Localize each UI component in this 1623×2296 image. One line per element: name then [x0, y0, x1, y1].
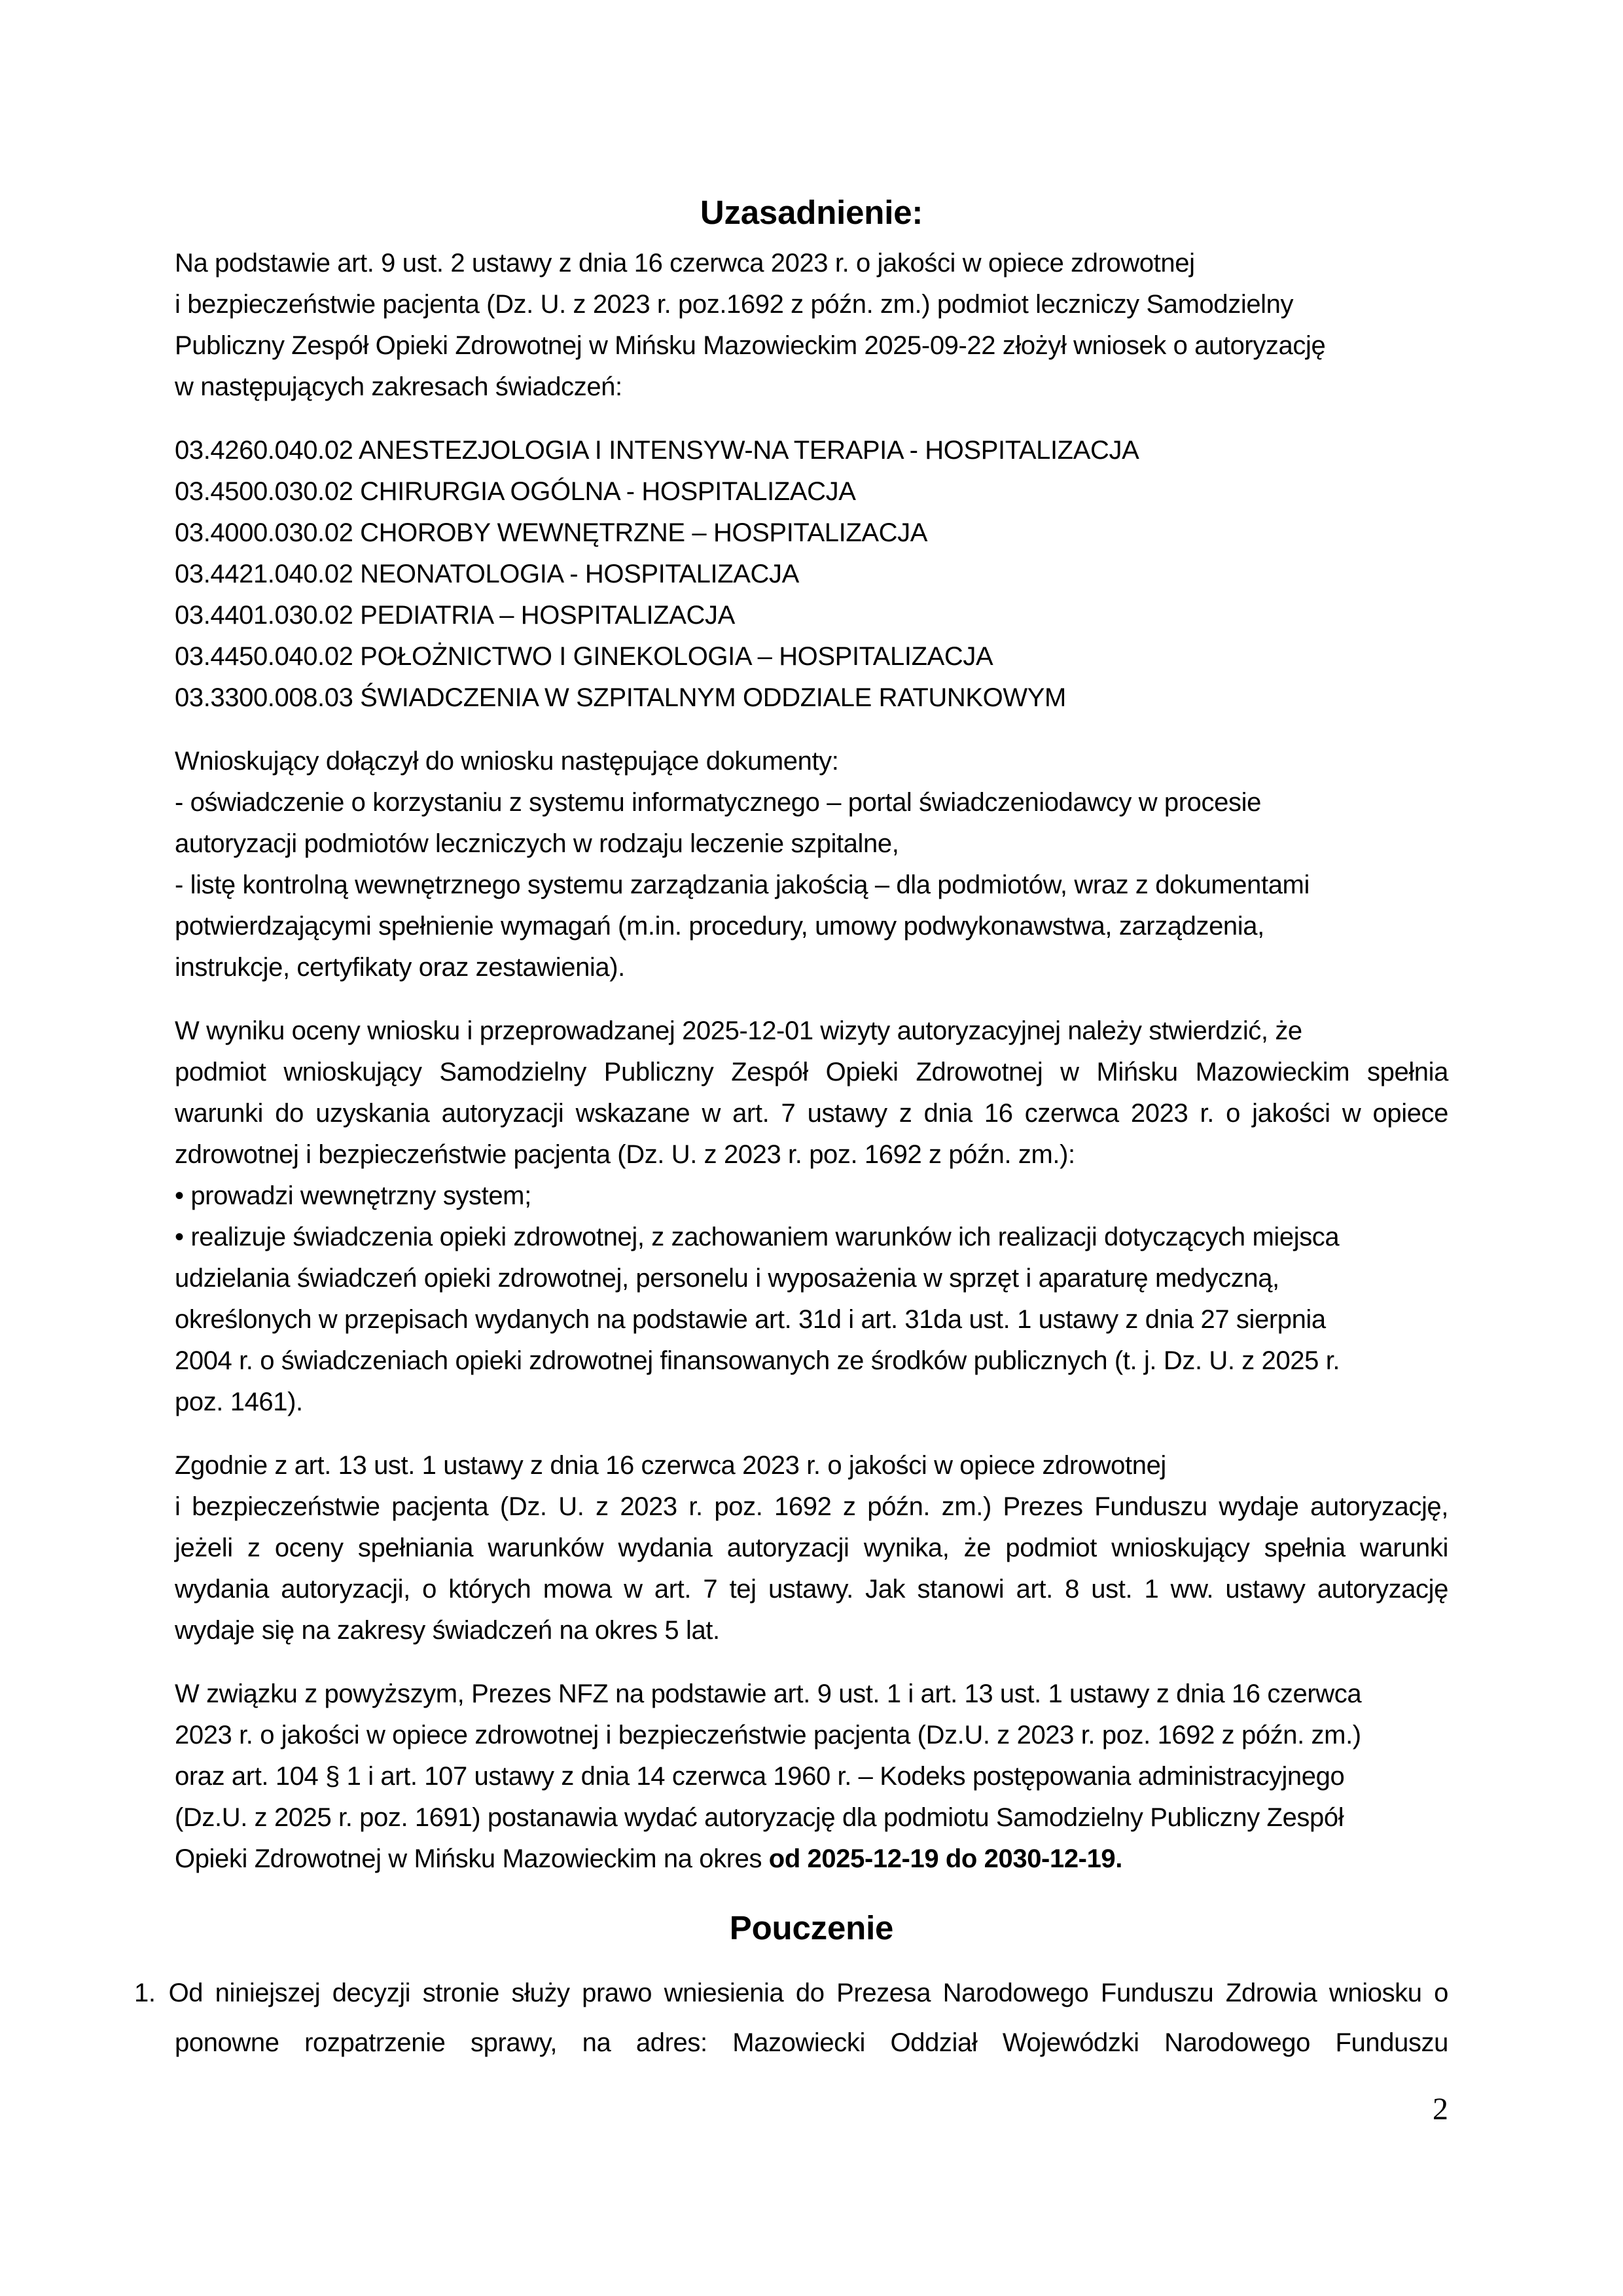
text-line: ponowne rozpatrzenie sprawy, na adres: Mazowiecki Oddział Wojewódzki Narodowego Funduszu [175, 2028, 1448, 2057]
pouczenie-item-1 [134, 1968, 1448, 2068]
text-line: Od niniejszej decyzji stronie służy prawo wniesienia do Prezesa Narodowego Funduszu Zdrowia wniosku o [168, 1979, 1448, 2007]
text-line: wydaje się na zakresy świadczeń na okres 5 lat. [175, 1616, 720, 1645]
text-line: instrukcje, certyfikaty oraz zestawienia). [175, 953, 625, 982]
text-line: potwierdzającymi spełnienie wymagań (m.in. procedury, umowy podwykonawstwa, zarządzenia, [175, 912, 1264, 941]
text-line: w następujących zakresach świadczeń: [175, 372, 622, 401]
text-line: określonych w przepisach wydanych na podstawie art. 31d i art. 31da ust. 1 ustawy z dnia 27 sierpnia [175, 1305, 1326, 1334]
bullet-line: • realizuje świadczenia opieki zdrowotnej, z zachowaniem warunków ich realizacji dotyczących miejsca [175, 1223, 1340, 1251]
service-code-line: 03.4401.030.02 PEDIATRIA – HOSPITALIZACJA [175, 601, 735, 630]
service-code-line: 03.3300.008.03 ŚWIADCZENIA W SZPITALNYM ODDZIALE RATUNKOWYM [175, 683, 1066, 712]
service-code-line: 03.4421.040.02 NEONATOLOGIA - HOSPITALIZACJA [175, 560, 799, 588]
text-line: Publiczny Zespół Opieki Zdrowotnej w Mińsku Mazowieckim 2025-09-22 złożył wniosek o autoryzację [175, 331, 1326, 360]
text-line: oraz art. 104 § 1 i art. 107 ustawy z dnia 14 czerwca 1960 r. – Kodeks postępowania administracyjnego [175, 1762, 1345, 1791]
text-line: Na podstawie art. 9 ust. 2 ustawy z dnia 16 czerwca 2023 r. o jakości w opiece zdrowotnej [175, 249, 1195, 278]
text-line: 2023 r. o jakości w opiece zdrowotnej i bezpieczeństwie pacjenta (Dz.U. z 2023 r. poz. 1692 z późn. zm.) [175, 1721, 1361, 1749]
page-number: 2 [1433, 2092, 1448, 2126]
paragraph-legal-basis [175, 243, 1448, 408]
text-line: 2004 r. o świadczeniach opieki zdrowotnej finansowanych ze środków publicznych (t. j. Dz. U. z 2025 r. [175, 1346, 1340, 1375]
text-line: warunki do uzyskania autoryzacji wskazane w art. 7 ustawy z dnia 16 czerwca 2023 r. o jakości w opiece [175, 1099, 1448, 1128]
text-line: poz. 1461). [175, 1388, 303, 1416]
service-code-line: 03.4260.040.02 ANESTEZJOLOGIA I INTENSYW-NA TERAPIA - HOSPITALIZACJA [175, 436, 1139, 465]
paragraph-decision [175, 1674, 1448, 1880]
page-content [134, 0, 1448, 2130]
text-line: W związku z powyższym, Prezes NFZ na podstawie art. 9 ust. 1 i art. 13 ust. 1 ustawy z dnia 16 czerwca [175, 1679, 1362, 1708]
text-line: (Dz.U. z 2025 r. poz. 1691) postanawia wydać autoryzację dla podmiotu Samodzielny Publiczny Zespół [175, 1803, 1344, 1832]
text-line: Wnioskujący dołączył do wniosku następujące dokumenty: [175, 747, 839, 776]
section-heading-uzasadnienie: Uzasadnienie: [700, 194, 923, 231]
text-line: - oświadczenie o korzystaniu z systemu informatycznego – portal świadczeniodawcy w procesie [175, 788, 1261, 817]
paragraph-authorization-rule [175, 1445, 1448, 1651]
attached-documents-list [175, 741, 1448, 988]
text-line: jeżeli z oceny spełniania warunków wydania autoryzacji wynika, że podmiot wnioskujący spełnia warunki [175, 1534, 1448, 1562]
assessment-paragraph [175, 1011, 1448, 1423]
text-line: Zgodnie z art. 13 ust. 1 ustawy z dnia 16 czerwca 2023 r. o jakości w opiece zdrowotnej [175, 1451, 1166, 1480]
text-line: W wyniku oceny wniosku i przeprowadzanej 2025-12-01 wizyty autoryzacyjnej należy stwierdzić, że [175, 1016, 1302, 1045]
text-line: i bezpieczeństwie pacjenta (Dz. U. z 2023 r. poz. 1692 z późn. zm.) Prezes Funduszu wydaje autoryzację, [175, 1492, 1448, 1521]
text-line: podmiot wnioskujący Samodzielny Publiczny Zespół Opieki Zdrowotnej w Mińsku Mazowieckim spełnia [175, 1058, 1448, 1086]
text-line [175, 1839, 1448, 1880]
service-code-line: 03.4500.030.02 CHIRURGIA OGÓLNA - HOSPITALIZACJA [175, 477, 856, 506]
text-line: - listę kontrolną wewnętrznego systemu zarządzania jakością – dla podmiotów, wraz z dokumentami [175, 870, 1310, 899]
section-heading-pouczenie: Pouczenie [729, 1909, 894, 1946]
text-line: autoryzacji podmiotów leczniczych w rodzaju leczenie szpitalne, [175, 829, 899, 858]
list-item-first-line [134, 1968, 1448, 2018]
decision-period-prefix: Opieki Zdrowotnej w Mińsku Mazowieckim na okres [175, 1844, 769, 1873]
service-code-line: 03.4000.030.02 CHOROBY WEWNĘTRZNE – HOSPITALIZACJA [175, 518, 928, 547]
text-line: wydania autoryzacji, o których mowa w art. 7 tej ustawy. Jak stanowi art. 8 ust. 1 ww. ustawy autoryzację [175, 1575, 1448, 1604]
bullet-line: • prowadzi wewnętrzny system; [175, 1181, 531, 1210]
authorization-period: od 2025-12-19 do 2030-12-19. [768, 1844, 1122, 1873]
list-item-number: 1. [134, 1979, 156, 2007]
service-code-line: 03.4450.040.02 POŁOŻNICTWO I GINEKOLOGIA – HOSPITALIZACJA [175, 642, 993, 671]
text-line: zdrowotnej i bezpieczeństwie pacjenta (Dz. U. z 2023 r. poz. 1692 z późn. zm.): [175, 1140, 1075, 1169]
service-codes-list [175, 430, 1448, 719]
text-line: i bezpieczeństwie pacjenta (Dz. U. z 2023 r. poz.1692 z późn. zm.) podmiot leczniczy Samodzielny [175, 290, 1294, 319]
text-line: udzielania świadczeń opieki zdrowotnej, personelu i wyposażenia w sprzęt i aparaturę medyczną, [175, 1264, 1279, 1293]
